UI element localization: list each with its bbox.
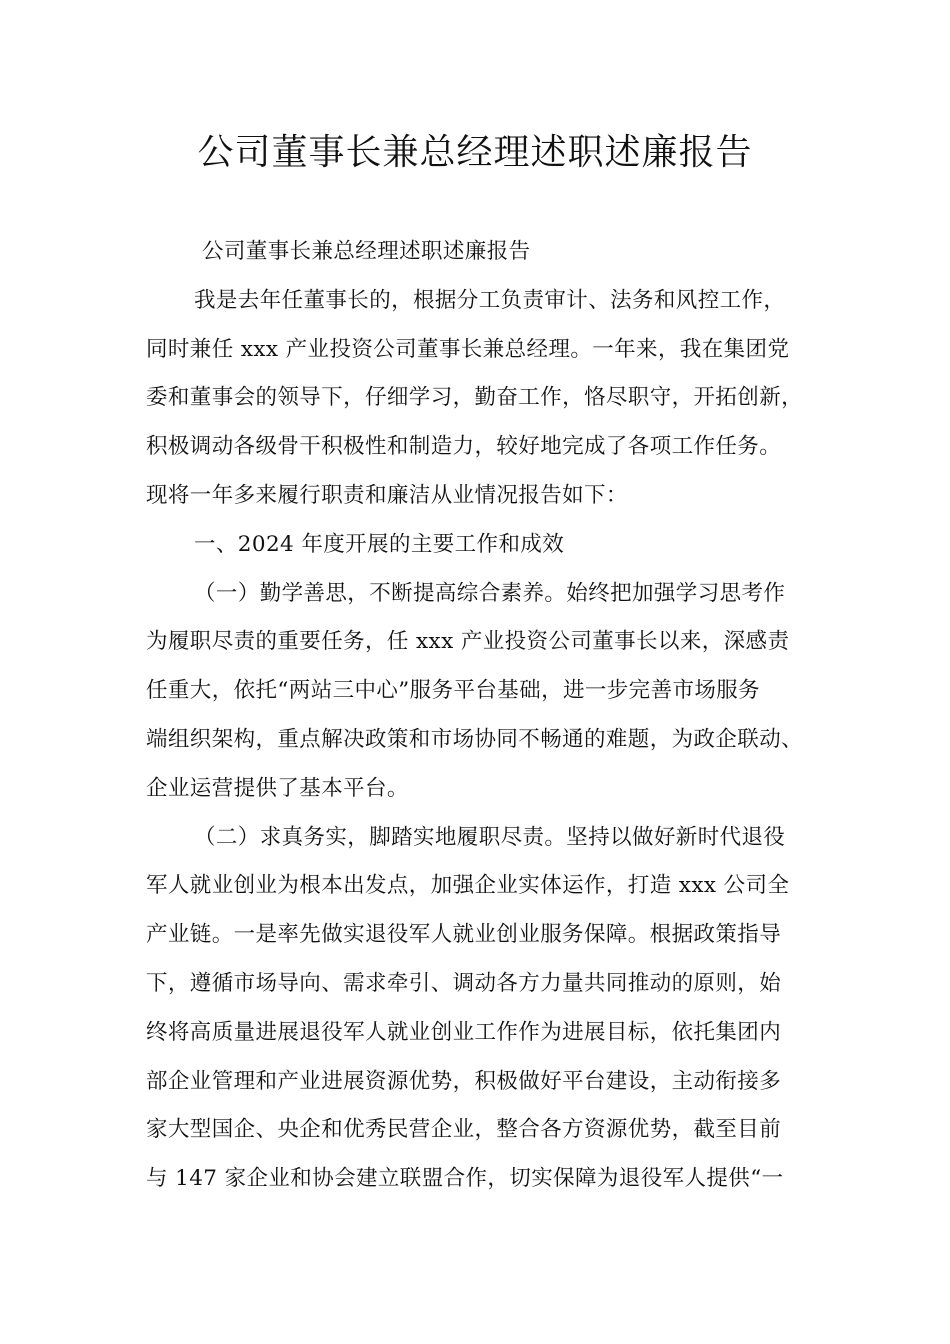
paragraph-line: 同时兼任 xxx 产业投资公司董事长兼总经理。一年来，我在集团党 [146,336,790,362]
document-body [146,228,828,1204]
section-heading [146,521,828,570]
paragraph-line: 企业运营提供了基本平台。 [146,775,409,801]
paragraph-line: 军人就业创业为根本出发点，加强企业实体运作，打造 xxx 公司全 [146,873,790,899]
subtitle-line [146,228,828,277]
paragraph-line: 委和董事会的领导下，仔细学习，勤奋工作，恪尽职守，开拓创新， [146,385,804,411]
paragraph-intro [146,277,828,521]
paragraph-practice [146,814,828,1204]
paragraph-line: （二）求真务实，脚踏实地履职尽责。坚持以做好新时代退役 [194,824,786,850]
paragraph-line: 积极调动各级骨干积极性和制造力，较好地完成了各项工作任务。 [146,434,782,460]
paragraph-study [146,570,828,814]
paragraph-line: （一）勤学善思，不断提高综合素养。始终把加强学习思考作 [194,580,786,606]
paragraph-line: 端组织架构，重点解决政策和市场协同不畅通的难题，为政企联动、 [146,726,804,752]
paragraph-line: 现将一年多来履行职责和廉洁从业情况报告如下： [146,482,628,508]
document-title: 公司董事长兼总经理述职述廉报告 [197,132,753,173]
subtitle-text: 公司董事长兼总经理述职述廉报告 [202,239,531,264]
paragraph-line: 与 147 家企业和协会建立联盟合作，切实保障为退役军人提供“一 [146,1166,784,1192]
paragraph-line: 部企业管理和产业进展资源优势，积极做好平台建设，主动衔接多 [146,1068,782,1094]
paragraph-line: 终将高质量进展退役军人就业创业工作作为进展目标，依托集团内 [146,1019,782,1045]
paragraph-line: 产业链。一是率先做实退役军人就业创业服务保障。根据政策指导 [146,922,782,948]
paragraph-line: 任重大，依托“两站三中心”服务平台基础，进一步完善市场服务 [146,678,761,704]
paragraph-line: 下，遵循市场导向、需求牵引、调动各方力量共同推动的原则，始 [146,970,782,996]
paragraph-line: 为履职尽责的重要任务，任 xxx 产业投资公司董事长以来，深感责 [146,629,790,655]
section-heading-text: 一、2024 年度开展的主要工作和成效 [194,531,565,557]
paragraph-line: 我是去年任董事长的，根据分工负责审计、法务和风控工作， [194,287,786,313]
paragraph-line: 家大型国企、央企和优秀民营企业，整合各方资源优势，截至目前 [146,1117,782,1143]
